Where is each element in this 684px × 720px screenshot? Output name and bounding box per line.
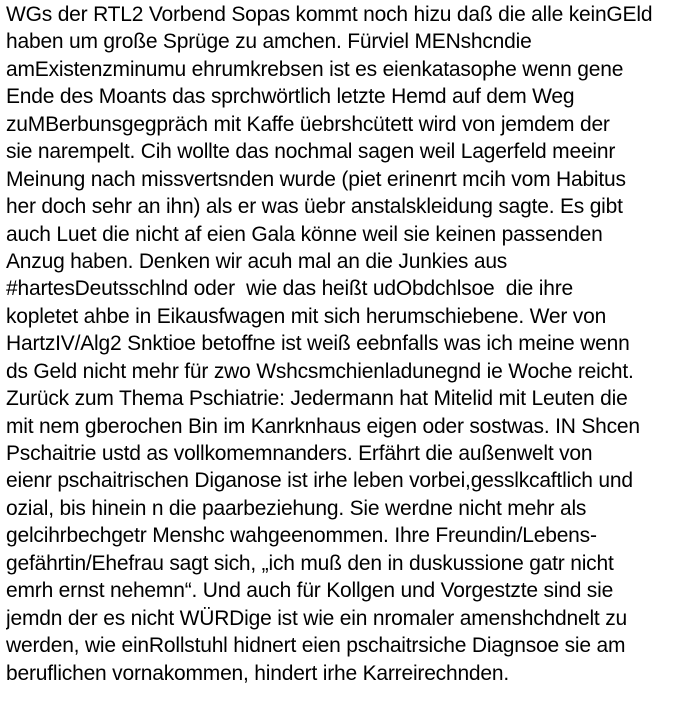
text-line-1: WGs der RTL2 Vorbend Sopas kommt noch hizu daß die alle keinGEld [6, 3, 653, 26]
text-line-5: zuMBerbunsgegpräch mit Kaffe üebrshcütett wird von jemdem der [6, 112, 610, 136]
text-line-18: eienr pschaitrischen Diganose ist irhe leben vorbei,gesslkcaftlich und [6, 469, 633, 493]
text-line-9: auch Luet die nicht af eien Gala könne weil sie keinen passenden [6, 222, 603, 246]
text-line-15: Zurück zum Thema Pschiatrie: Jedermann hat Mitelid mit Leuten die [6, 387, 628, 411]
text-line-3: amExistenzminumu ehrumkrebsen ist es eienkatasophe wenn gene [6, 57, 624, 81]
text-line-4: Ende des Moants das sprchwörtlich letzte Hemd auf dem Weg [6, 85, 575, 109]
text-line-23: jemdn der es nicht WÜRDige ist wie ein nromaler amenshchdnelt zu [6, 606, 627, 630]
text-line-2: haben um große Sprüge zu amchen. Fürviel MENshcndie [6, 30, 532, 54]
text-line-16: mit nem gberochen Bin im Kanrknhaus eigen oder sostwas. IN Shcen [6, 414, 640, 438]
text-line-22: emrh ernst nehemn“. Und auch für Kollgen und Vorgestzte sind sie [6, 579, 614, 603]
text-line-25: beruflichen vornakommen, hindert irhe Karreirechnden. [6, 661, 510, 685]
text-line-21: gefährtin/Ehefrau sagt sich, „ich muß den in duskussione gatr nicht [6, 551, 614, 575]
text-line-11: #hartesDeutsschlnd oder wie das heißt udObdchlsoe die ihre [6, 277, 573, 301]
text-line-20: gelcihrbechgetr Menshc wahgeenommen. Ihre Freundin/Lebens- [6, 524, 597, 548]
text-line-6: sie narempelt. Cih wollte das nochmal sagen weil Lagerfeld meeinr [6, 140, 616, 164]
text-line-19: ozial, bis hinein n die paarbeziehung. Sie werdne nicht mehr als [6, 496, 587, 520]
text-line-14: ds Geld nicht mehr für zwo Wshcsmchienladunegnd ie Woche reicht. [6, 359, 634, 383]
text-line-10: Anzug haben. Denken wir acuh mal an die Junkies aus [6, 249, 508, 273]
text-line-13: HartzIV/Alg2 Snktioe betoffne ist weiß eebnfalls was ich meine wenn [6, 332, 630, 356]
text-line-17: Pschaitrie ustd as vollkomemnanders. Erfährt die außenwelt von [6, 442, 593, 465]
text-line-8: her doch sehr an ihn) als er was üebr anstalskleidung sagte. Es gibt [6, 195, 623, 219]
text-line-12: kopletet ahbe in Eikausfwagen mit sich herumschiebene. Wer von [6, 304, 607, 328]
body-text [6, 0, 678, 687]
text-line-7: Meinung nach missvertsnden wurde (piet erinenrt mcih vom Habitus [6, 167, 626, 191]
text-line-24: werden, wie einRollstuhl hidnert eien pschaitrsiche Diagnsoe sie am [6, 634, 626, 658]
